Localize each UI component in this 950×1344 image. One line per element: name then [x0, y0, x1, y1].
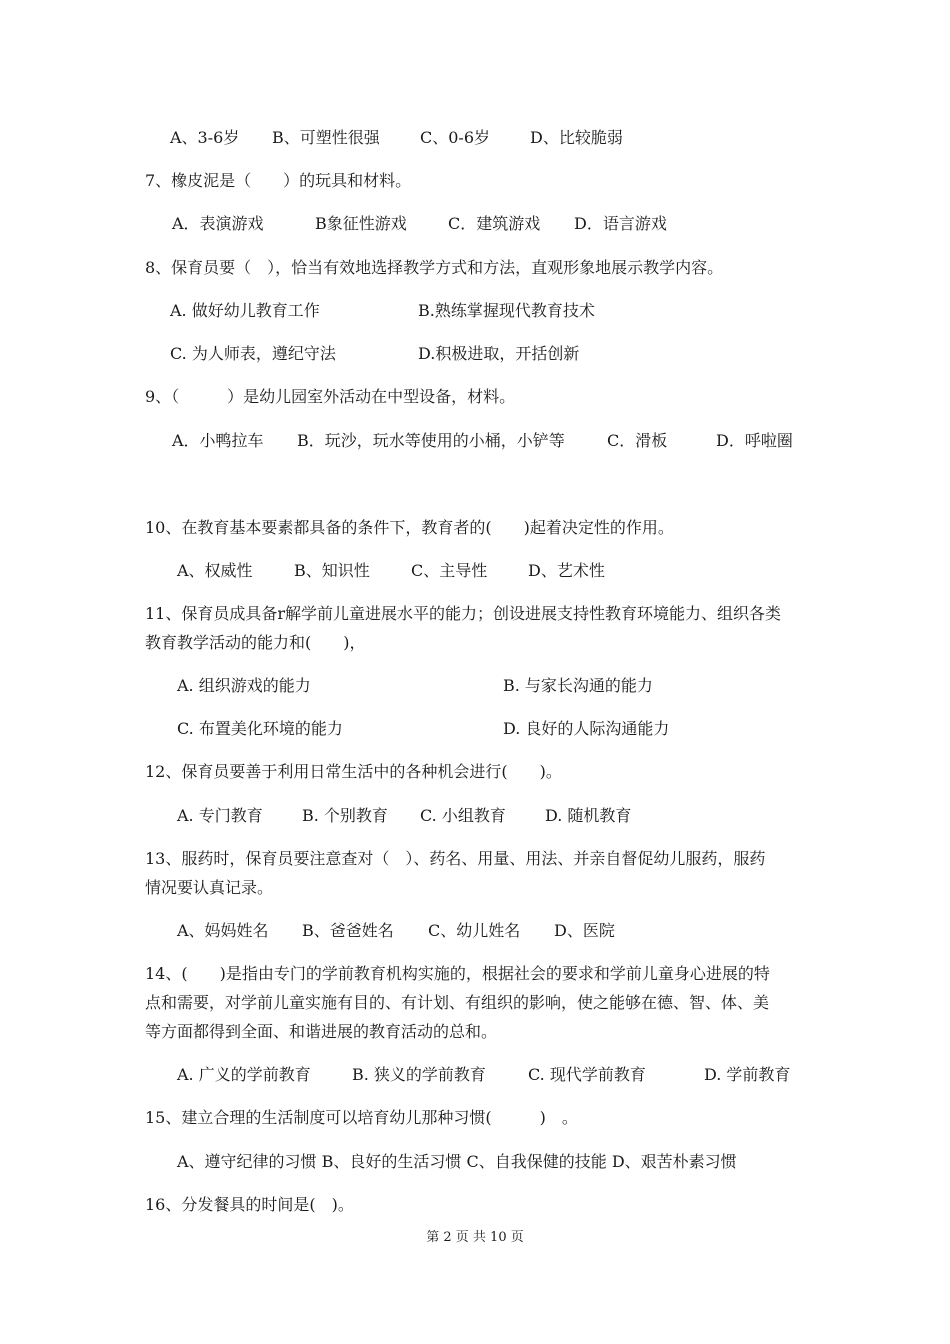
- q10-option-a: A、权威性: [177, 561, 253, 580]
- q11-stem-line2: 教育教学活动的能力和( )，: [145, 633, 366, 652]
- q9-option-a: A．小鸭拉车: [172, 431, 264, 450]
- q14-option-a: A. 广义的学前教育: [177, 1065, 311, 1084]
- q15-stem: 15、建立合理的生活制度可以培育幼儿那种习惯( ) 。: [145, 1108, 578, 1127]
- q13-stem-line2: 情况要认真记录。: [145, 878, 274, 897]
- q13-option-d: D、医院: [554, 921, 615, 940]
- q14-stem-line3: 等方面都得到全面、和谐进展的教育活动的总和。: [145, 1022, 498, 1041]
- q14-option-c: C. 现代学前教育: [528, 1065, 646, 1084]
- q11-stem-line1: 11、保育员成具备r解学前儿童进展水平的能力；创设进展支持性教育环境能力、组织各类: [145, 604, 782, 623]
- q11-option-b: B. 与家长沟通的能力: [503, 676, 653, 695]
- q7-stem: 7、橡皮泥是（ ）的玩具和材料。: [145, 171, 412, 190]
- q16-stem: 16、分发餐具的时间是( )。: [145, 1195, 354, 1214]
- q8-option-d: D.积极进取，开括创新: [418, 344, 580, 363]
- q13-option-b: B、爸爸姓名: [302, 921, 394, 940]
- page-footer: 第 2 页 共 10 页: [426, 1230, 524, 1245]
- q9-option-d: D．呼啦圈: [716, 431, 793, 450]
- q8-stem: 8、保育员要（ ），恰当有效地选择教学方式和方法，直观形象地展示教学内容。: [145, 258, 724, 277]
- q9-option-c: C．滑板: [607, 431, 668, 450]
- q11-option-a: A. 组织游戏的能力: [177, 676, 311, 695]
- q7-option-b: B象征性游戏: [315, 214, 407, 233]
- q15-options: A、遵守纪律的习惯 B、良好的生活习惯 C、自我保健的技能 D、艰苦朴素习惯: [177, 1152, 737, 1171]
- q12-option-c: C. 小组教育: [420, 806, 506, 825]
- q12-option-a: A. 专门教育: [177, 806, 263, 825]
- q9-stem: 9、（ ）是幼儿园室外活动在中型设备，材料。: [145, 387, 516, 406]
- q14-option-d: D. 学前教育: [704, 1065, 791, 1084]
- q6-option-b: B、可塑性很强: [272, 128, 380, 147]
- q10-option-c: C、主导性: [411, 561, 488, 580]
- q11-option-c: C. 布置美化环境的能力: [177, 719, 343, 738]
- q9-option-b: B．玩沙，玩水等使用的小桶，小铲等: [297, 431, 565, 450]
- q8-option-c: C. 为人师表，遵纪守法: [170, 344, 336, 363]
- q10-stem: 10、在教育基本要素都具备的条件下，教育者的( )起着决定性的作用。: [145, 518, 674, 537]
- q13-stem-line1: 13、服药时，保育员要注意查对（ ）、药名、用量、用法、并亲自督促幼儿服药，服药: [145, 849, 766, 868]
- q13-option-a: A、妈妈姓名: [177, 921, 269, 940]
- q7-option-a: A．表演游戏: [172, 214, 264, 233]
- q11-option-d: D. 良好的人际沟通能力: [503, 719, 670, 738]
- q14-option-b: B. 狭义的学前教育: [352, 1065, 486, 1084]
- q10-option-d: D、艺术性: [528, 561, 605, 580]
- q10-option-b: B、知识性: [294, 561, 370, 580]
- q12-stem: 12、保育员要善于利用日常生活中的各种机会进行( )。: [145, 762, 562, 781]
- q8-option-b: B.熟练掌握现代教育技术: [418, 301, 595, 320]
- q14-stem-line1: 14、( )是指由专门的学前教育机构实施的，根据社会的要求和学前儿童身心进展的特: [145, 964, 770, 983]
- q12-option-b: B. 个别教育: [302, 806, 388, 825]
- q6-option-a: A、3-6岁: [170, 128, 240, 147]
- q7-option-c: C．建筑游戏: [448, 214, 541, 233]
- q6-option-c: C、0-6岁: [420, 128, 491, 147]
- q7-option-d: D．语言游戏: [574, 214, 667, 233]
- q14-stem-line2: 点和需要，对学前儿童实施有目的、有计划、有组织的影响，使之能够在德、智、体、美: [145, 993, 770, 1012]
- q6-option-d: D、比较脆弱: [530, 128, 623, 147]
- q13-option-c: C、幼儿姓名: [428, 921, 521, 940]
- q12-option-d: D. 随机教育: [545, 806, 632, 825]
- q8-option-a: A. 做好幼儿教育工作: [170, 301, 320, 320]
